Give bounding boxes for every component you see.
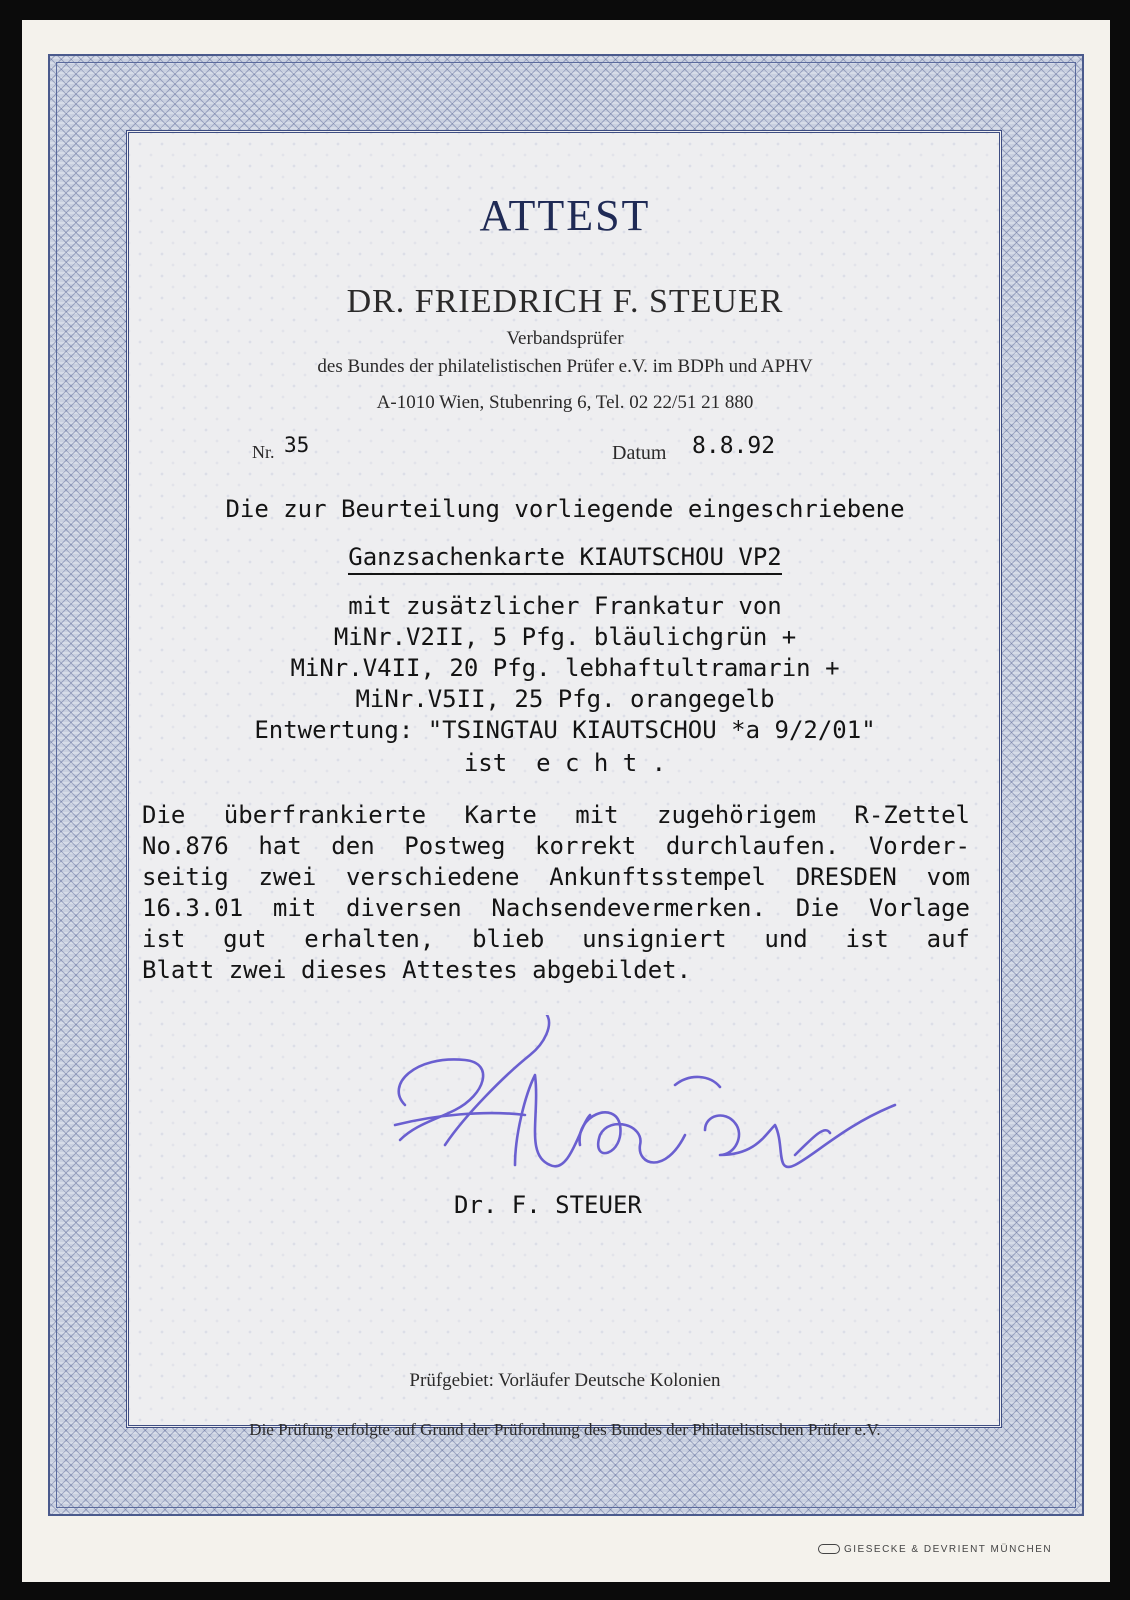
nr-label: Nr. — [252, 442, 275, 462]
datum-label: Datum — [612, 442, 667, 464]
printer-name: GIESECKE & DEVRIENT MÜNCHEN — [844, 1544, 1053, 1555]
body-line: mit zusätzlicher Frankatur von — [348, 592, 782, 620]
handwritten-signature — [375, 1015, 915, 1215]
paragraph-line: 16.3.01 mit diversen Nachsendevermerken. Die Vorlage — [142, 894, 970, 922]
paragraph-line: Blatt zwei dieses Attestes abgebildet. — [142, 956, 692, 984]
paragraph-line: seitig zwei verschiedene Ankunftsstempel DRESDEN vom — [142, 863, 970, 891]
body-line-item — [0, 543, 1130, 571]
examiner-association: des Bundes der philatelistischen Prüfer e.V. im BDPh und APHV — [317, 356, 813, 377]
certificate-title: ATTEST — [479, 191, 651, 240]
signatory-name: Dr. F. STEUER — [454, 1191, 642, 1219]
examiner-address: A-1010 Wien, Stubenring 6, Tel. 02 22/51 21 880 — [376, 392, 754, 413]
printer-logo-icon — [818, 1544, 840, 1554]
body-line-intro: Die zur Beurteilung vorliegende eingeschriebene — [225, 495, 905, 523]
examiner-name: DR. FRIEDRICH F. STEUER — [346, 283, 784, 320]
body-line-cancellation: Entwertung: "TSINGTAU KIAUTSCHOU *a 9/2/01" — [254, 716, 876, 744]
paragraph-line: ist gut erhalten, blieb unsigniert und ist auf — [142, 925, 970, 953]
body-line-verdict: ist e c h t . — [463, 749, 667, 777]
datum-value: 8.8.92 — [692, 433, 776, 459]
printer-imprint — [818, 1544, 1052, 1555]
paragraph-line: Die überfrankierte Karte mit zugehörigem R-Zettel — [142, 801, 970, 829]
examiner-role: Verbandsprüfer — [506, 328, 624, 349]
description-paragraph — [142, 800, 970, 986]
body-line: MiNr.V5II, 25 Pfg. orangegelb — [355, 685, 775, 713]
examination-basis: Die Prüfung erfolgte auf Grund der Prüfordnung des Bundes der Philatelistischen Prüfer e.V. — [249, 1420, 881, 1439]
paragraph-line: No.876 hat den Postweg korrekt durchlaufen. Vorder- — [142, 832, 970, 860]
examination-field: Prüfgebiet: Vorläufer Deutsche Kolonien — [409, 1370, 721, 1391]
item-underlined: Ganzsachenkarte KIAUTSCHOU VP2 — [348, 543, 781, 575]
inner-panel — [126, 130, 1002, 1428]
body-line: MiNr.V2II, 5 Pfg. bläulichgrün + — [333, 623, 797, 651]
body-line: MiNr.V4II, 20 Pfg. lebhaftultramarin + — [290, 654, 840, 682]
nr-value: 35 — [284, 433, 310, 457]
